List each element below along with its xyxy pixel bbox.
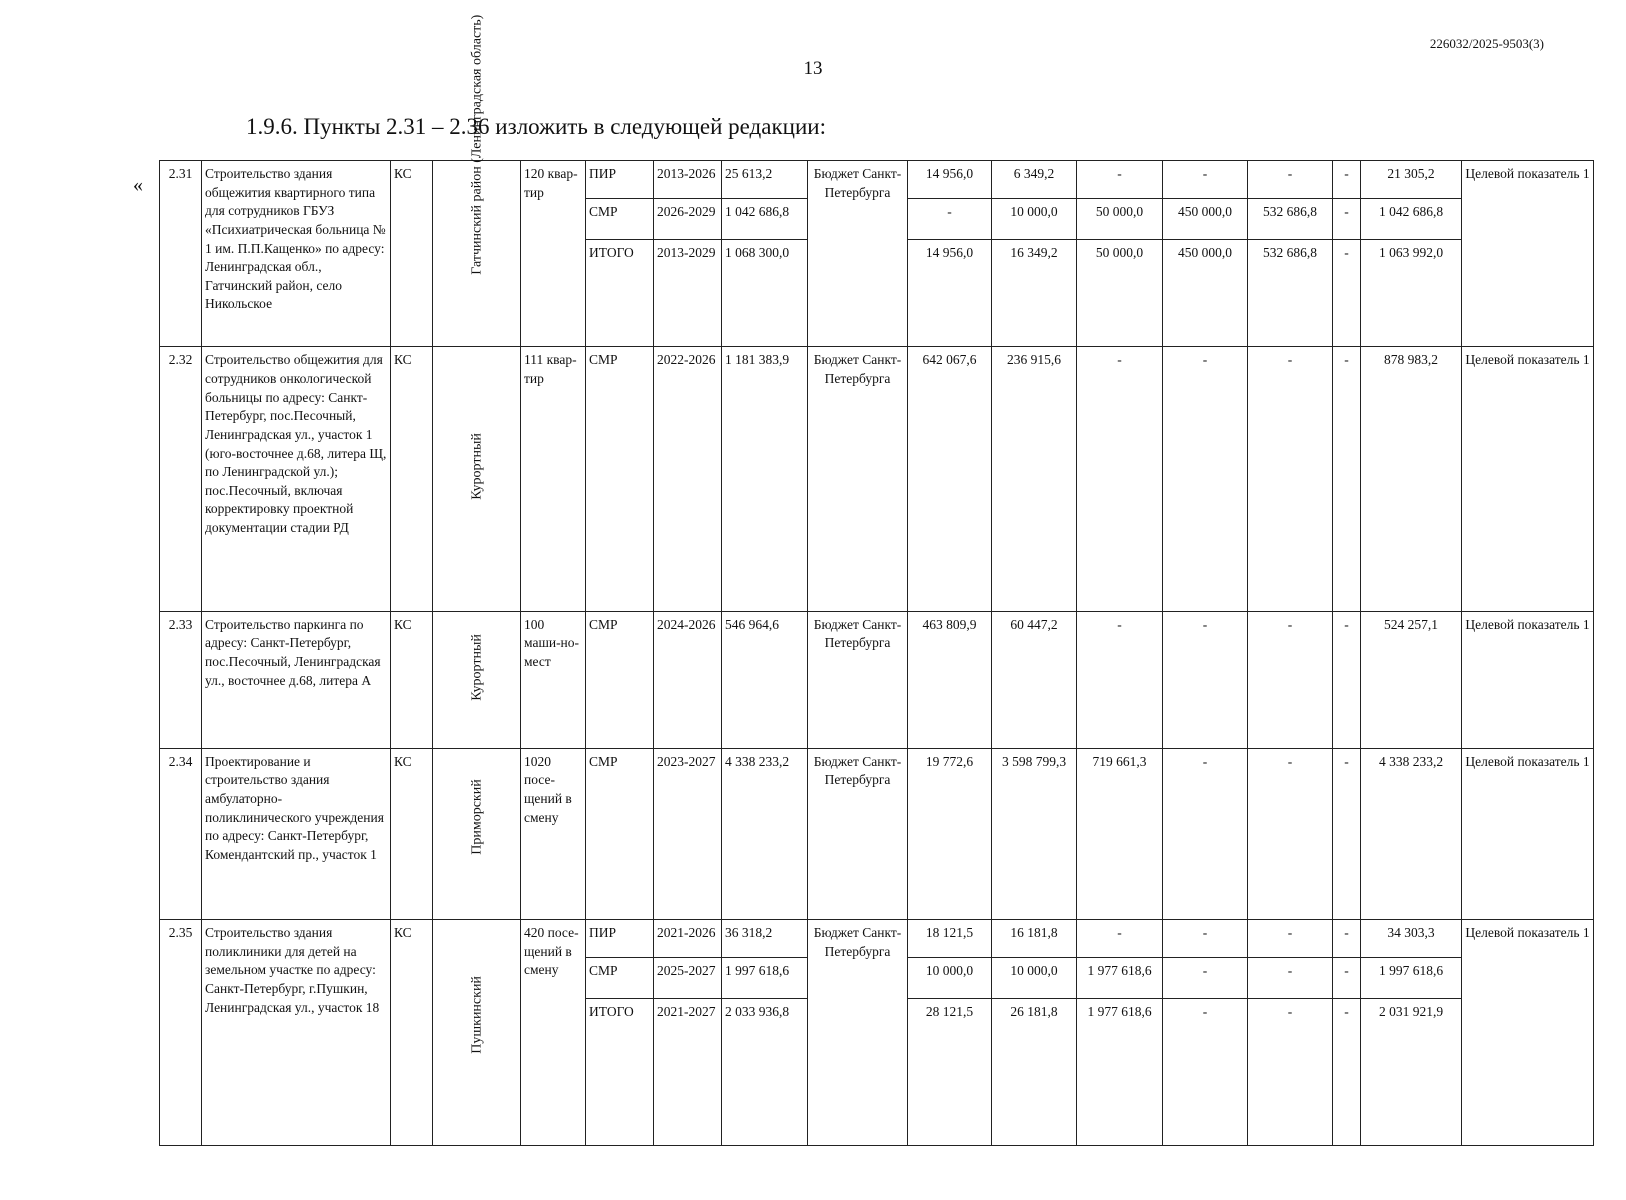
district-label: Курортный (468, 433, 484, 501)
year-value-cell: 16 349,2 (992, 239, 1077, 347)
year-value-cell: - (1333, 958, 1361, 998)
district-label: Приморский (468, 779, 484, 855)
period-cell: 2023-2027 (654, 748, 722, 919)
period-cell: 2013-2026 (654, 161, 722, 199)
year-value-cell: - (1248, 958, 1333, 998)
capacity-cell: 100 маши-но-мест (521, 611, 586, 748)
year-value-cell: - (1333, 239, 1361, 347)
district-cell (433, 920, 521, 1146)
year-value-cell: 60 447,2 (992, 611, 1077, 748)
year-value-cell: 10 000,0 (908, 958, 992, 998)
period-cell: 2013-2029 (654, 239, 722, 347)
year-value-cell: - (1163, 998, 1248, 1145)
year-value-cell: - (1248, 161, 1333, 199)
year-value-cell: - (1248, 748, 1333, 919)
funding-source-cell: Бюджет Санкт-Петербурга (808, 161, 908, 347)
district-cell (433, 611, 521, 748)
total-cell: 524 257,1 (1361, 611, 1462, 748)
year-value-cell: - (1163, 958, 1248, 998)
item-number-cell: 2.31 (160, 161, 202, 347)
total-cell: 21 305,2 (1361, 161, 1462, 199)
cost-cell: 25 613,2 (722, 161, 808, 199)
year-value-cell: - (1248, 347, 1333, 611)
capacity-cell: 111 квар-тир (521, 347, 586, 611)
year-value-cell: - (1333, 347, 1361, 611)
item-number-cell: 2.35 (160, 920, 202, 1146)
total-cell: 34 303,3 (1361, 920, 1462, 958)
total-cell: 2 031 921,9 (1361, 998, 1462, 1145)
year-value-cell: - (1248, 920, 1333, 958)
district-label: Гатчинский район (Ленинградская область) (468, 14, 484, 275)
year-value-cell: - (1163, 161, 1248, 199)
item-number-cell: 2.33 (160, 611, 202, 748)
funding-source-cell: Бюджет Санкт-Петербурга (808, 347, 908, 611)
year-value-cell: 14 956,0 (908, 239, 992, 347)
period-cell: 2022-2026 (654, 347, 722, 611)
year-value-cell: 10 000,0 (992, 958, 1077, 998)
year-value-cell: 50 000,0 (1077, 239, 1163, 347)
page-number: 13 (803, 58, 823, 79)
district-cell (433, 347, 521, 611)
year-value-cell: 642 067,6 (908, 347, 992, 611)
table-row (160, 347, 1594, 611)
cost-cell: 1 068 300,0 (722, 239, 808, 347)
item-type-cell: КС (391, 347, 433, 611)
district-cell (433, 748, 521, 919)
year-value-cell: - (1163, 748, 1248, 919)
stage-cell: СМР (586, 958, 654, 998)
total-cell: 1 063 992,0 (1361, 239, 1462, 347)
district-cell (433, 14, 521, 347)
target-indicator-cell: Целевой показатель 1 (1462, 611, 1594, 748)
stage-cell: ПИР (586, 161, 654, 199)
period-cell: 2025-2027 (654, 958, 722, 998)
year-value-cell: 18 121,5 (908, 920, 992, 958)
year-value-cell: - (1163, 347, 1248, 611)
year-value-cell: - (1333, 611, 1361, 748)
item-description-cell: Строительство здания поликлиники для детей на земельном участке по адресу: Санкт-Петербург, г.Пушкин, Ленинградская ул., участок 18 (202, 920, 391, 1146)
capacity-cell: 120 квар-тир (521, 161, 586, 347)
total-cell: 1 997 618,6 (1361, 958, 1462, 998)
stage-cell: СМР (586, 347, 654, 611)
year-value-cell: 26 181,8 (992, 998, 1077, 1145)
stage-cell: СМР (586, 748, 654, 919)
district-label: Курортный (468, 634, 484, 701)
item-type-cell: КС (391, 748, 433, 919)
year-value-cell: - (1077, 920, 1163, 958)
cost-cell: 1 181 383,9 (722, 347, 808, 611)
year-value-cell: - (1333, 920, 1361, 958)
target-indicator-cell: Целевой показатель 1 (1462, 347, 1594, 611)
year-value-cell: - (908, 199, 992, 239)
cost-cell: 2 033 936,8 (722, 998, 808, 1145)
year-value-cell: 450 000,0 (1163, 199, 1248, 239)
table-row (160, 611, 1594, 748)
item-type-cell: КС (391, 161, 433, 347)
year-value-cell: 236 915,6 (992, 347, 1077, 611)
item-type-cell: КС (391, 920, 433, 1146)
year-value-cell: - (1077, 161, 1163, 199)
table-row (160, 920, 1594, 958)
total-cell: 4 338 233,2 (1361, 748, 1462, 919)
year-value-cell: 450 000,0 (1163, 239, 1248, 347)
total-cell: 1 042 686,8 (1361, 199, 1462, 239)
item-type-cell: КС (391, 611, 433, 748)
year-value-cell: 1 977 618,6 (1077, 958, 1163, 998)
capacity-cell: 420 посе-щений в смену (521, 920, 586, 1146)
year-value-cell: - (1077, 347, 1163, 611)
target-indicator-cell: Целевой показатель 1 (1462, 161, 1594, 347)
document-id: 226032/2025-9503(3) (1429, 36, 1544, 51)
cost-cell: 4 338 233,2 (722, 748, 808, 919)
year-value-cell: 19 772,6 (908, 748, 992, 919)
stage-cell: СМР (586, 611, 654, 748)
year-value-cell: 532 686,8 (1248, 239, 1333, 347)
item-description-cell: Проектирование и строительство здания амбулаторно-поликлинического учреждения по адресу: Санкт-Петербург, Комендантский пр., участок 1 (202, 748, 391, 919)
target-indicator-cell: Целевой показатель 1 (1462, 920, 1594, 1146)
funding-source-cell: Бюджет Санкт-Петербурга (808, 748, 908, 919)
period-cell: 2021-2026 (654, 920, 722, 958)
year-value-cell: - (1248, 998, 1333, 1145)
year-value-cell: 50 000,0 (1077, 199, 1163, 239)
item-number-cell: 2.34 (160, 748, 202, 919)
year-value-cell: 1 977 618,6 (1077, 998, 1163, 1145)
year-value-cell: 719 661,3 (1077, 748, 1163, 919)
period-cell: 2021-2027 (654, 998, 722, 1145)
total-cell: 878 983,2 (1361, 347, 1462, 611)
cost-cell: 36 318,2 (722, 920, 808, 958)
stage-cell: ИТОГО (586, 239, 654, 347)
table-row (160, 748, 1594, 919)
cost-cell: 546 964,6 (722, 611, 808, 748)
year-value-cell: 463 809,9 (908, 611, 992, 748)
year-value-cell: 14 956,0 (908, 161, 992, 199)
year-value-cell: 16 181,8 (992, 920, 1077, 958)
year-value-cell: - (1163, 920, 1248, 958)
stage-cell: СМР (586, 199, 654, 239)
period-cell: 2026-2029 (654, 199, 722, 239)
item-description-cell: Строительство паркинга по адресу: Санкт-Петербург, пос.Песочный, Ленинградская ул., восточнее д.68, литера А (202, 611, 391, 748)
year-value-cell: - (1333, 748, 1361, 919)
cost-cell: 1 997 618,6 (722, 958, 808, 998)
year-value-cell: - (1333, 998, 1361, 1145)
funding-source-cell: Бюджет Санкт-Петербурга (808, 611, 908, 748)
year-value-cell: 6 349,2 (992, 161, 1077, 199)
stage-cell: ИТОГО (586, 998, 654, 1145)
section-heading: 1.9.6. Пункты 2.31 – 2.36 изложить в следующей редакции: (246, 114, 826, 139)
target-indicator-cell: Целевой показатель 1 (1462, 748, 1594, 919)
year-value-cell: 532 686,8 (1248, 199, 1333, 239)
district-label: Пушкинский (468, 975, 484, 1054)
capacity-cell: 1020 посе-щений в смену (521, 748, 586, 919)
period-cell: 2024-2026 (654, 611, 722, 748)
year-value-cell: 28 121,5 (908, 998, 992, 1145)
year-value-cell: - (1333, 161, 1361, 199)
year-value-cell: - (1248, 611, 1333, 748)
year-value-cell: - (1077, 611, 1163, 748)
year-value-cell: - (1333, 199, 1361, 239)
opening-quote-mark: « (133, 174, 143, 196)
item-number-cell: 2.32 (160, 347, 202, 611)
item-description-cell: Строительство здания общежития квартирного типа для сотрудников ГБУЗ «Психиатрическая больница № 1 им. П.П.Кащенко» по адресу: Ленинградская обл., Гатчинский район, село Никольское (202, 161, 391, 347)
funding-source-cell: Бюджет Санкт-Петербурга (808, 920, 908, 1146)
year-value-cell: 3 598 799,3 (992, 748, 1077, 919)
stage-cell: ПИР (586, 920, 654, 958)
year-value-cell: 10 000,0 (992, 199, 1077, 239)
cost-cell: 1 042 686,8 (722, 199, 808, 239)
item-description-cell: Строительство общежития для сотрудников онкологической больницы по адресу: Санкт-Петербург, пос.Песочный, Ленинградская ул., участок 1 (юго-восточнее д.68, литера Щ, по Ленинградской ул.); пос.Песочный, включая корректировку проектной документации стадии РД (202, 347, 391, 611)
table-row (160, 161, 1594, 199)
year-value-cell: - (1163, 611, 1248, 748)
